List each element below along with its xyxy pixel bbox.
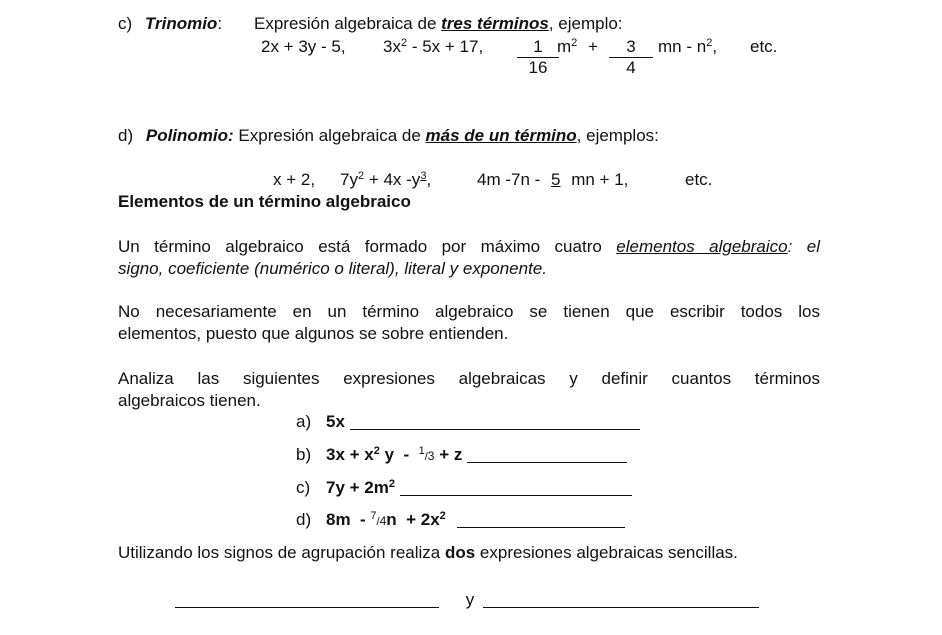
polinomio-exb-2: + 4x -y xyxy=(364,170,421,189)
para1-pre: Un término algebraico está formado por máximo cuatro xyxy=(118,237,617,256)
polinomio-exc-2: mn + 1, xyxy=(566,170,629,189)
paragraph-elements-line2: signo, coeficiente (numérico o literal), literal y exponente. xyxy=(118,259,547,278)
exercise-b-expr-b: y - xyxy=(379,445,419,464)
closing-instruction xyxy=(118,543,738,563)
polinomio-example-a: x + 2, xyxy=(273,170,316,189)
exercise-a xyxy=(296,412,640,432)
trinomio-m-sup: 2 xyxy=(571,37,578,49)
trinomio-label: c) xyxy=(118,14,133,33)
trinomio-frac1-num: 1 xyxy=(517,37,559,58)
final-answer-line-2[interactable] xyxy=(483,591,759,608)
exercise-d-answer-line[interactable] xyxy=(457,511,625,528)
exercise-d-frac-sup: 7 xyxy=(370,510,377,522)
polinomio-etc: etc. xyxy=(685,170,713,189)
exercise-b-label: b) xyxy=(296,445,312,464)
trinomio-frac2-den: 4 xyxy=(626,58,636,77)
exercise-c-answer-line[interactable] xyxy=(400,479,632,496)
final-connector: y xyxy=(465,590,475,609)
trinomio-def-post: , ejemplo: xyxy=(548,14,623,33)
exercise-c-sup: 2 xyxy=(388,478,395,490)
exercise-b-expr-c: + z xyxy=(434,445,463,464)
trinomio-ex2-a: 3x xyxy=(383,37,401,56)
final-answer-row xyxy=(175,590,759,610)
para1-link: elementos algebraico xyxy=(616,237,788,256)
exercise-a-label: a) xyxy=(296,412,312,431)
para3-line1: Analiza las siguientes expresiones algebraicas y definir cuantos términos xyxy=(118,369,820,388)
polinomio-def-em: más de un término xyxy=(425,126,577,145)
trinomio-etc: etc. xyxy=(750,37,778,56)
exercise-b-answer-line[interactable] xyxy=(467,446,627,463)
polinomio-exb-sup2: 3 xyxy=(420,170,427,182)
paragraph-not-necessary xyxy=(118,301,820,345)
polinomio-exc-1: 4m -7n - xyxy=(477,170,546,189)
trinomio-heading xyxy=(118,14,222,34)
trinomio-tail xyxy=(658,37,717,57)
exercise-b: b) $3x + x^2$ y - $^1$/3 + z xyxy=(296,445,627,467)
trinomio-ex2-b: - 5x + 17, xyxy=(407,37,484,56)
exercise-a-answer-line[interactable] xyxy=(350,413,640,430)
para2-line1: No necesariamente en un término algebraico se tienen que escribir todos los xyxy=(118,302,820,321)
para1-post: : el xyxy=(787,237,820,256)
trinomio-m: m xyxy=(557,37,572,56)
trinomio-def-em: tres términos xyxy=(441,14,549,33)
trinomio-definition xyxy=(254,14,623,34)
exercise-b-frac-sub: 3 xyxy=(427,449,435,463)
trinomio-fraction-1 xyxy=(517,37,559,78)
exercise-d: d) $8m - ^7/4n + 2x^2$ xyxy=(296,510,625,532)
trinomio-tail-sup: 2 xyxy=(706,37,713,49)
trinomio-tail-a: mn - n xyxy=(658,37,707,56)
exercise-c-label: c) xyxy=(296,478,311,497)
trinomio-ex2-sup: 2 xyxy=(400,37,408,49)
exercise-b-sup: 2 xyxy=(373,445,380,457)
polinomio-exc-num: 5 xyxy=(551,170,561,189)
paragraph-elements-line1 xyxy=(118,236,820,258)
trinomio-example-1: 2x + 3y - 5, xyxy=(261,37,346,56)
exercise-d-sup: 2 xyxy=(439,510,446,522)
trinomio-fraction-2 xyxy=(609,37,653,78)
exercise-a-expr: 5x xyxy=(326,412,345,431)
polinomio-heading xyxy=(118,126,659,146)
polinomio-def-pre: Expresión algebraica de xyxy=(233,126,426,145)
exercise-d-label: d) xyxy=(296,510,312,529)
para2-line2: elementos, puesto que algunos se sobre entienden. xyxy=(118,324,509,343)
trinomio-colon: : xyxy=(217,14,223,33)
polinomio-example-c xyxy=(477,170,628,190)
paragraph-instructions xyxy=(118,368,820,412)
exercise-d-expr-c: n + 2x xyxy=(386,510,440,529)
exercise-b-expr-a: 3x + x xyxy=(326,445,374,464)
trinomio-frac2-num: 3 xyxy=(609,37,653,58)
trinomio-term: Trinomio xyxy=(144,14,218,33)
trinomio-tail-b: , xyxy=(712,37,718,56)
exercise-c xyxy=(296,478,632,498)
trinomio-plus: + xyxy=(588,37,598,56)
exercise-b-frac-sup: 1 xyxy=(418,445,425,457)
closing-bold: dos xyxy=(444,543,476,562)
polinomio-label: d) xyxy=(118,126,134,145)
section-title: Elementos de un término algebraico xyxy=(118,192,411,211)
closing-pre: Utilizando los signos de agrupación realiza xyxy=(118,543,445,562)
polinomio-exb-sup1: 2 xyxy=(357,170,365,182)
polinomio-exb-1: 7y xyxy=(340,170,358,189)
para3-line2: algebraicos tienen. xyxy=(118,391,261,410)
polinomio-term: Polinomio: xyxy=(145,126,234,145)
exercise-d-expr-a: 8m - xyxy=(326,510,371,529)
polinomio-def-post: , ejemplos: xyxy=(576,126,659,145)
closing-post: expresiones algebraicas sencillas. xyxy=(475,543,738,562)
trinomio-frac1-den: 16 xyxy=(528,58,548,77)
exercise-d-frac-sub: 4 xyxy=(379,514,387,528)
trinomio-example-2 xyxy=(383,37,483,57)
final-answer-line-1[interactable] xyxy=(175,591,439,608)
polinomio-exb-3: , xyxy=(426,170,432,189)
paragraph-elements xyxy=(118,236,820,280)
polinomio-example-b xyxy=(340,170,431,190)
trinomio-def-pre: Expresión algebraica de xyxy=(254,14,442,33)
trinomio-m-term xyxy=(557,37,577,57)
exercise-c-expr: 7y + 2m xyxy=(326,478,389,497)
